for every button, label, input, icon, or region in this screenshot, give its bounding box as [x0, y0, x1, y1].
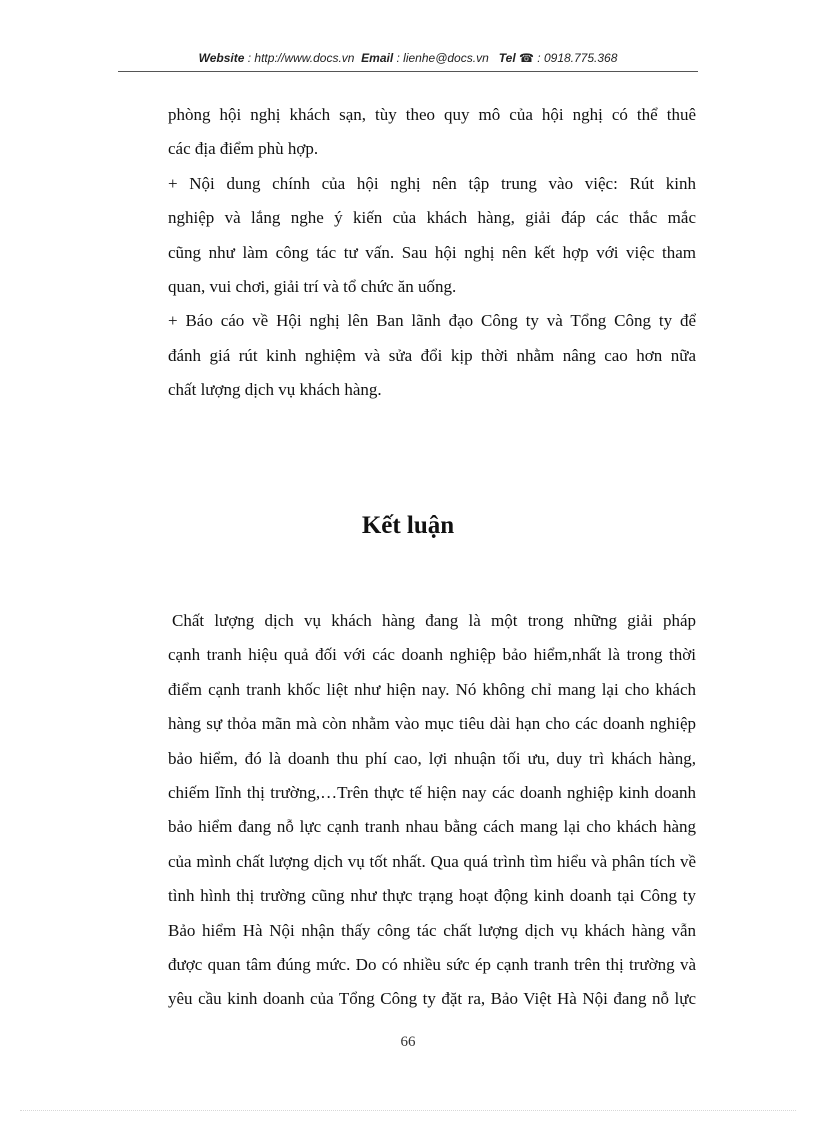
conclusion-body — [168, 604, 696, 1017]
body-line: chiếm lĩnh thị trường,…Trên thực tế hiện nay các doanh nghiệp kinh doanh — [168, 783, 696, 803]
intro-line: các địa điểm phù hợp. — [168, 139, 319, 159]
body-line: cạnh tranh hiệu quả đối với các doanh nghiệp bảo hiểm,nhất là trong thời — [168, 645, 696, 665]
website-separator: : — [244, 51, 255, 65]
tel-value: : 0918.775.368 — [533, 51, 618, 65]
intro-line: quan, vui chơi, giải trí và tổ chức ăn uống. — [168, 277, 457, 297]
phone-icon: ☎ — [519, 51, 534, 65]
email-value: lienhe@docs.vn — [403, 51, 489, 65]
website-url: http://www.docs.vn — [254, 51, 355, 65]
website-label: Website — [198, 51, 245, 65]
intro-line: + Nội dung chính của hội nghị nên tập trung vào việc: Rút kinh — [168, 173, 696, 193]
intro-line: + Báo cáo về Hội nghị lên Ban lãnh đạo Công ty và Tổng Công ty để — [168, 311, 696, 331]
body-line: của mình chất lượng dịch vụ tốt nhất. Qua quá trình tìm hiểu và phân tích về — [168, 851, 696, 871]
body-line: bảo hiểm đang nỗ lực cạnh tranh nhau bằng cách mang lại cho khách hàng — [168, 817, 696, 837]
body-line: được quan tâm đúng mức. Do có nhiều sức ép cạnh tranh trên thị trường và — [168, 955, 696, 975]
body-line: Chất lượng dịch vụ khách hàng đang là một trong những giải pháp — [172, 611, 696, 630]
section-title: Kết luận — [361, 512, 455, 539]
page-bottom-border — [20, 1110, 796, 1111]
intro-line: phòng hội nghị khách sạn, tùy theo quy mô của hội nghị có thể thuê — [168, 105, 696, 124]
body-line: Bảo hiểm Hà Nội nhận thấy công tác chất lượng dịch vụ khách hàng vẫn — [168, 920, 696, 940]
intro-line: chất lượng dịch vụ khách hàng. — [168, 380, 382, 400]
intro-section — [168, 98, 696, 408]
intro-line: đánh giá rút kinh nghiệm và sửa đổi kịp thời nhằm nâng cao hơn nữa — [168, 345, 696, 365]
email-separator: : — [393, 51, 404, 65]
page-number: 66 — [400, 1034, 416, 1050]
intro-line: cũng như làm công tác tư vấn. Sau hội nghị nên kết hợp với việc tham — [168, 242, 696, 262]
body-line: điểm cạnh tranh khốc liệt như hiện nay. Nó không chỉ mang lại cho khách — [168, 679, 696, 699]
body-line: yêu cầu kinh doanh của Tổng Công ty đặt ra, Bảo Việt Hà Nội đang nỗ lực — [168, 989, 696, 1009]
page-header — [118, 51, 698, 65]
body-line: hàng sự thỏa mãn mà còn nhằm vào mục tiêu dài hạn cho các doanh nghiệp — [168, 714, 696, 734]
email-label: Email — [361, 51, 394, 65]
intro-line: nghiệp và lắng nghe ý kiến của khách hàng, giải đáp các thắc mắc — [168, 208, 696, 228]
body-line: bảo hiểm, đó là doanh thu phí cao, lợi nhuận tối ưu, duy trì khách hàng, — [168, 748, 696, 768]
body-line: tình hình thị trường cũng như thực trạng hoạt động kinh doanh tại Công ty — [168, 886, 696, 906]
header-divider — [118, 71, 698, 72]
tel-label: Tel — [498, 51, 516, 65]
